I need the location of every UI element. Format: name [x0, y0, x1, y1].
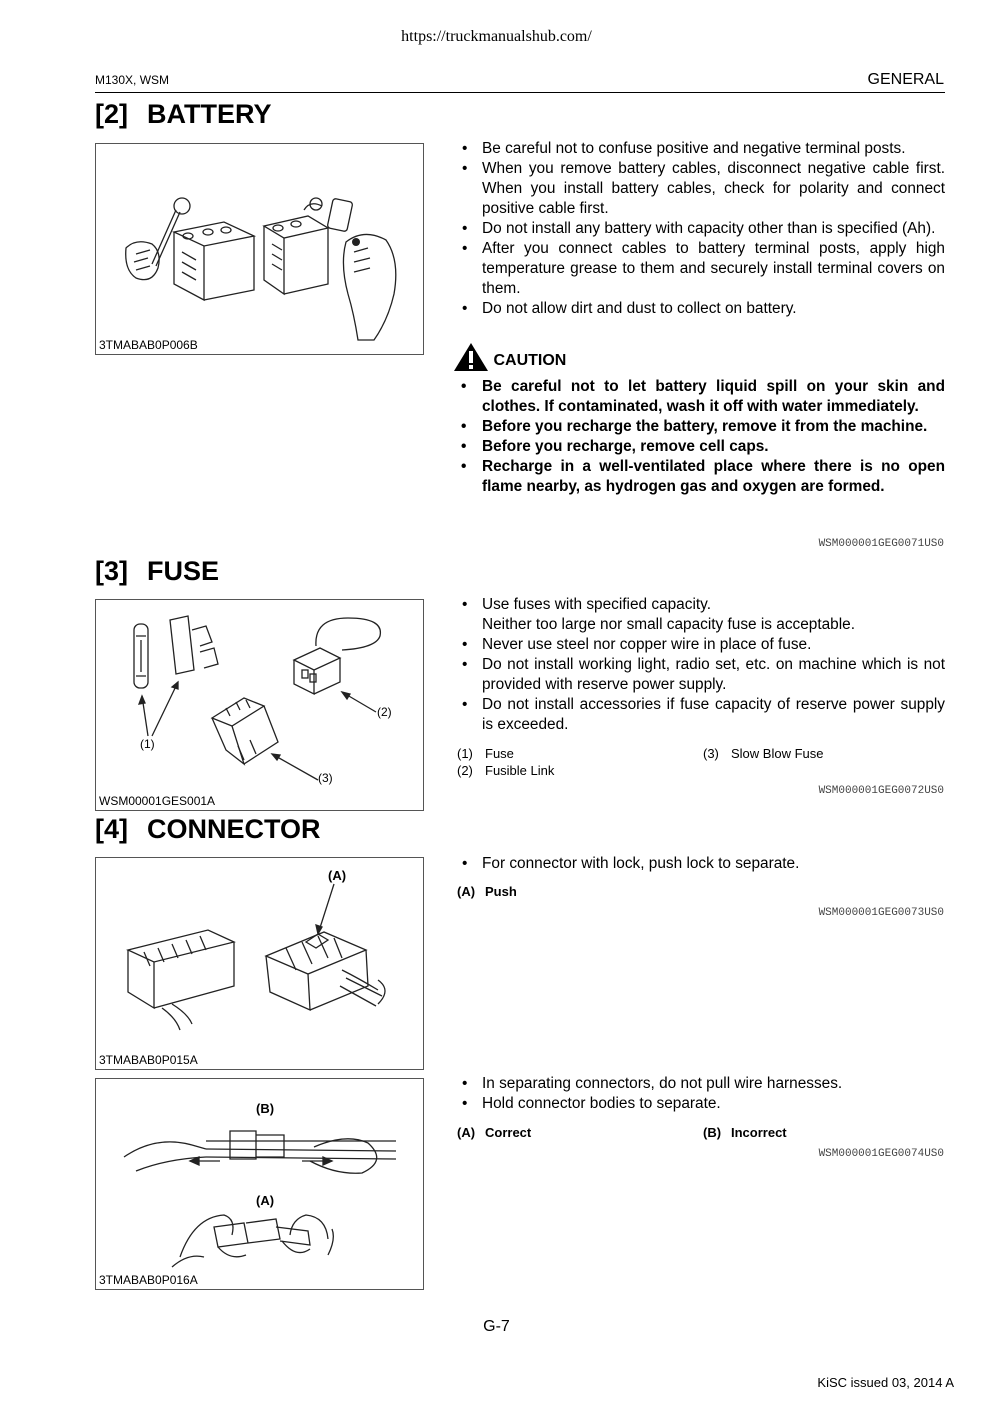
- battery-doc-code: WSM000001GEG0071US0: [818, 538, 944, 550]
- connector-separate-illustration: [96, 1079, 425, 1291]
- fuse-illustration: [96, 600, 425, 812]
- connector-separate-legend-item: (B) Incorrect: [703, 1125, 787, 1140]
- battery-bullet: • After you connect cables to battery terminal posts, apply high temperature grease to them and securely install terminal covers on them.: [460, 239, 945, 299]
- battery-bullet: • Be careful not to confuse positive and negative terminal posts.: [460, 139, 945, 159]
- header-rule: [95, 92, 945, 93]
- fuse-bullet: • Use fuses with specified capacity. Neither too large nor small capacity fuse is acceptable.: [460, 595, 945, 635]
- fuse-callout-1: (1): [140, 737, 155, 751]
- fuse-doc-code: WSM000001GEG0072US0: [818, 785, 944, 797]
- battery-illustration: [96, 144, 425, 356]
- connector-bullet: • Hold connector bodies to separate.: [460, 1094, 945, 1114]
- caution-bullet: • Before you recharge, remove cell caps.: [460, 437, 945, 457]
- fuse-legend-item: (1) Fuse: [457, 746, 514, 761]
- connector-lock-legend-item: (A) Push: [457, 884, 517, 899]
- connector-lock-figure: [95, 857, 424, 1070]
- connector-bullet: • For connector with lock, push lock to separate.: [460, 854, 945, 874]
- battery-bullet: • Do not allow dirt and dust to collect on battery.: [460, 299, 945, 319]
- fuse-figure: [95, 599, 424, 811]
- fuse-section-title: [95, 556, 219, 587]
- caution-label: CAUTION: [493, 352, 567, 369]
- page-number: G-7: [483, 1318, 510, 1335]
- connector-callout-b: (B): [256, 1101, 275, 1116]
- fuse-figure-code: WSM00001GES001A: [99, 794, 216, 808]
- source-url: https://truckmanualshub.com/: [401, 28, 592, 45]
- caution-bullets: [460, 377, 945, 497]
- connector-separate-figure: [95, 1078, 424, 1290]
- battery-section-number: [2]: [95, 99, 128, 129]
- caution-bullet: • Before you recharge the battery, remove it from the machine.: [460, 417, 945, 437]
- connector-section-label: CONNECTOR: [147, 814, 321, 844]
- fuse-section-number: [3]: [95, 556, 128, 586]
- connector-bullet: • In separating connectors, do not pull wire harnesses.: [460, 1074, 945, 1094]
- connector-lock-doc-code: WSM000001GEG0073US0: [818, 907, 944, 919]
- battery-bullet: • Do not install any battery with capacity other than is specified (Ah).: [460, 219, 945, 239]
- fuse-section-label: FUSE: [147, 556, 220, 586]
- fuse-bullets: [460, 595, 945, 735]
- fuse-bullet: • Never use steel nor copper wire in place of fuse.: [460, 635, 945, 655]
- battery-bullets: [460, 139, 945, 319]
- connector-separate-bullets: [460, 1074, 945, 1114]
- battery-bullet: • When you remove battery cables, disconnect negative cable first. When you install battery cables, check for polarity and connect positive cable first.: [460, 159, 945, 219]
- section-name: GENERAL: [867, 71, 944, 88]
- connector-lock-figure-code: 3TMABAB0P015A: [99, 1053, 198, 1067]
- issue-footer: KiSC issued 03, 2014 A: [817, 1375, 954, 1390]
- fuse-legend-item: (2) Fusible Link: [457, 763, 555, 778]
- warning-triangle-icon: [453, 342, 489, 372]
- fuse-callout-2: (2): [377, 705, 392, 719]
- caution-bullet: • Recharge in a well-ventilated place where there is no open flame nearby, as hydrogen gas and oxygen are formed.: [460, 457, 945, 497]
- document-id: M130X, WSM: [95, 73, 170, 87]
- connector-separate-figure-code: 3TMABAB0P016A: [99, 1273, 198, 1287]
- battery-section-title: [95, 99, 272, 130]
- fuse-callout-3: (3): [318, 771, 333, 785]
- connector-section-title: [95, 814, 321, 845]
- fuse-bullet: • Do not install accessories if fuse capacity of reserve power supply is exceeded.: [460, 695, 945, 735]
- fuse-bullet: • Do not install working light, radio set, etc. on machine which is not provided with reserve power supply.: [460, 655, 945, 695]
- connector-lock-bullets: [460, 854, 945, 874]
- connector-section-number: [4]: [95, 814, 128, 844]
- battery-section-label: BATTERY: [147, 99, 272, 129]
- connector-separate-doc-code: WSM000001GEG0074US0: [818, 1148, 944, 1160]
- battery-figure-code: 3TMABAB0P006B: [99, 338, 198, 352]
- connector-lock-illustration: [96, 858, 425, 1071]
- connector-separate-legend-item: (A) Correct: [457, 1125, 532, 1140]
- caution-bullet: • Be careful not to let battery liquid spill on your skin and clothes. If contaminated, wash it off with water immediately.: [460, 377, 945, 417]
- connector-callout-a: (A): [328, 868, 347, 883]
- fuse-legend-item: (3) Slow Blow Fuse: [703, 746, 824, 761]
- caution-heading: [453, 342, 566, 372]
- battery-figure: [95, 143, 424, 355]
- connector-callout-a2: (A): [256, 1193, 275, 1208]
